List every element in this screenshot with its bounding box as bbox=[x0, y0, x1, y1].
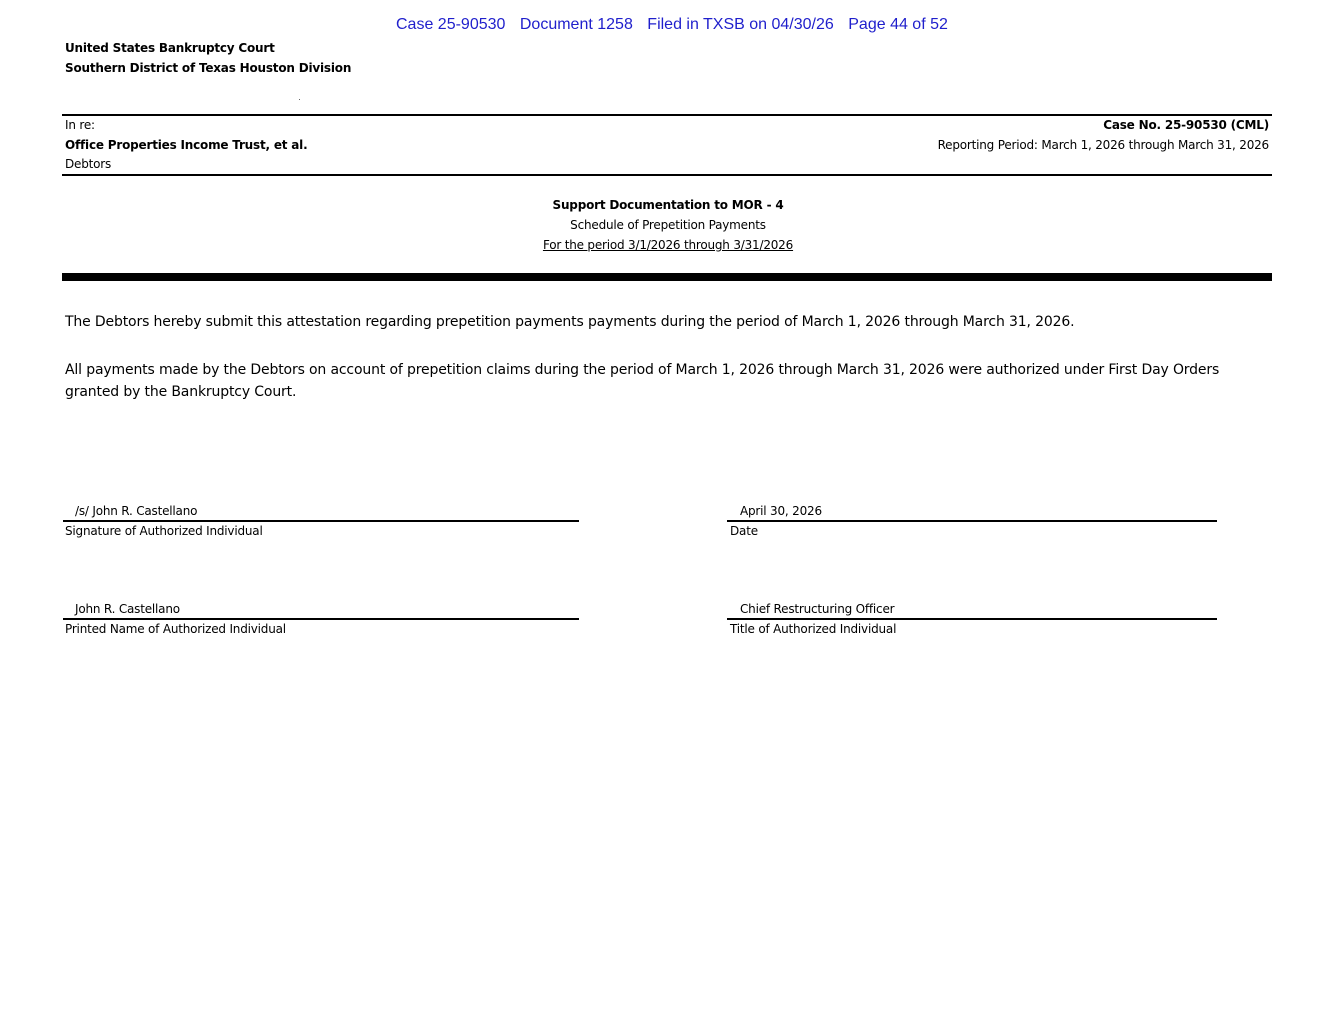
in-re-label: In re: bbox=[65, 118, 95, 132]
date-label: Date bbox=[730, 524, 758, 538]
date-value: April 30, 2026 bbox=[740, 504, 822, 518]
signature-value: /s/ John R. Castellano bbox=[75, 504, 198, 518]
debtors-label: Debtors bbox=[65, 157, 112, 171]
stamp-page: Page 44 of 52 bbox=[848, 16, 948, 33]
document-period: For the period 3/1/2026 through 3/31/2026 bbox=[542, 238, 794, 252]
case-caption-left bbox=[65, 116, 307, 175]
reporting-period: Reporting Period: March 1, 2026 through March 31, 2026 bbox=[937, 137, 1269, 152]
divider-thick bbox=[62, 273, 1272, 281]
court-header bbox=[65, 38, 351, 78]
title-label: Title of Authorized Individual bbox=[730, 622, 897, 636]
document-subheading: Schedule of Prepetition Payments bbox=[570, 218, 766, 232]
stray-dot bbox=[299, 99, 300, 100]
stamp-case: Case 25-90530 bbox=[396, 16, 506, 33]
case-caption-right bbox=[938, 116, 1269, 155]
stamp-document: Document 1258 bbox=[519, 16, 633, 33]
court-district: Southern District of Texas Houston Division bbox=[65, 61, 352, 75]
signature-label: Signature of Authorized Individual bbox=[65, 524, 263, 538]
date-line bbox=[727, 520, 1217, 522]
debtor-name: Office Properties Income Trust, et al. bbox=[65, 137, 308, 152]
case-number: Case No. 25-90530 (CML) bbox=[1103, 118, 1269, 132]
title-value: Chief Restructuring Officer bbox=[740, 602, 895, 616]
printed-name-label: Printed Name of Authorized Individual bbox=[65, 622, 286, 636]
printed-name-value: John R. Castellano bbox=[75, 602, 180, 616]
attestation-paragraph-2: All payments made by the Debtors on account of prepetition claims during the period of March 1, 2026 through March 31, 2026 were authorized under First Day Orders granted by the Bankruptcy Court. bbox=[65, 362, 1220, 400]
document-heading: Support Documentation to MOR - 4 bbox=[552, 198, 784, 212]
stamp-filed: Filed in TXSB on 04/30/26 bbox=[647, 16, 834, 33]
document-title-block bbox=[0, 195, 1323, 255]
divider-middle bbox=[62, 174, 1272, 176]
court-name: United States Bankruptcy Court bbox=[65, 41, 275, 55]
attestation-paragraph-1: The Debtors hereby submit this attestation regarding prepetition payments payments during the period of March 1, 2026 through March 31, 2026. bbox=[65, 314, 1075, 330]
filing-stamp bbox=[396, 16, 958, 34]
